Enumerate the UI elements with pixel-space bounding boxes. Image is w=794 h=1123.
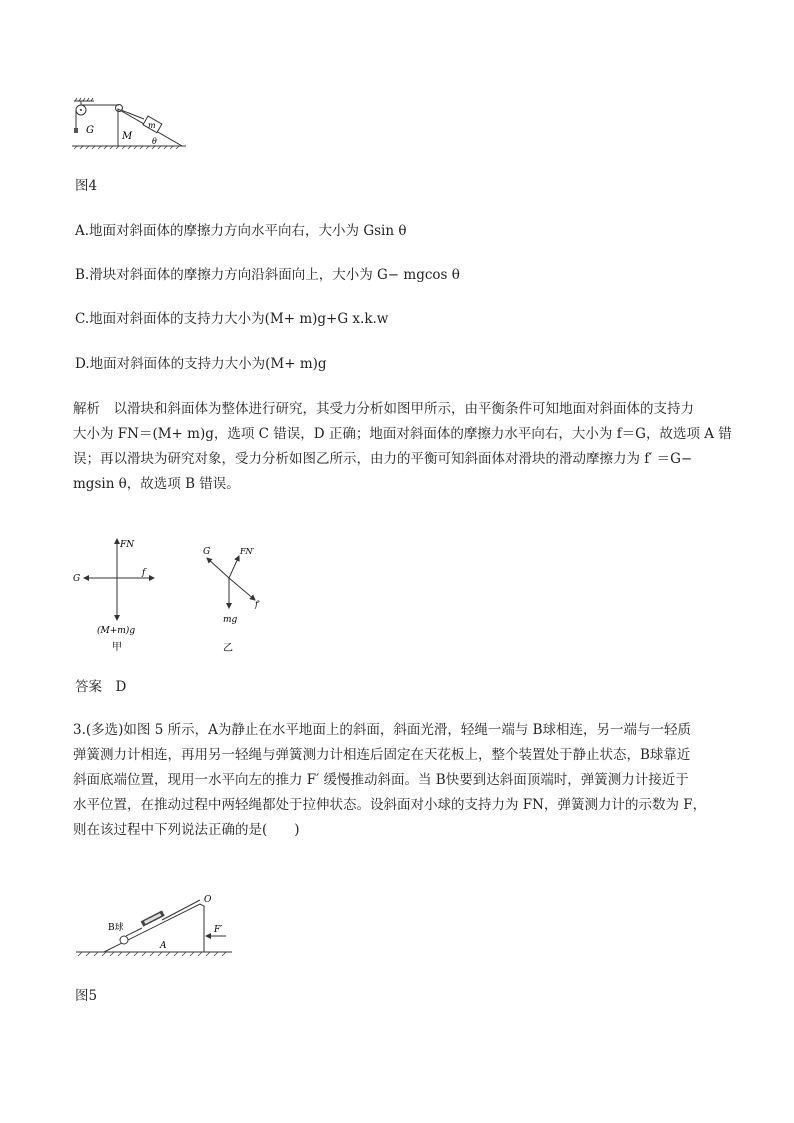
jia-caption: 甲	[112, 642, 122, 653]
question-3-line-5: 则在该过程中下列说法正确的是( )	[73, 822, 300, 838]
yi-caption: 乙	[223, 643, 233, 654]
figure-4-diagram	[72, 96, 187, 154]
fig5-f-label: F′	[214, 925, 223, 935]
yi-mg-label: mg	[223, 615, 238, 625]
jia-weight-label: (M+m)g	[97, 626, 136, 636]
yi-fn-label: FN′	[240, 547, 255, 556]
label-M: M	[122, 131, 133, 142]
option-b: B.滑块对斜面体的摩擦力方向沿斜面向上，大小为 G− mgcos θ	[75, 267, 460, 283]
figure-5-diagram	[74, 892, 234, 962]
label-m: m	[148, 121, 156, 130]
fig5-a-label: A	[160, 941, 167, 951]
question-3-line-4: 水平位置，在推动过程中两轻绳都处于拉伸状态。设斜面对小球的支持力为 FN，弹簧测力计的示数为 F，	[73, 797, 707, 813]
answer: 答案 D	[75, 679, 127, 695]
figure-4-caption: 图4	[75, 178, 98, 194]
force-diagram-yi	[195, 540, 275, 655]
fig5-o-label: O	[204, 895, 212, 905]
jia-f-label: f	[142, 568, 146, 578]
question-3	[73, 718, 713, 843]
yi-g-label: G	[203, 547, 211, 557]
option-a: A.地面对斜面体的摩擦力方向水平向右，大小为 Gsin θ	[75, 223, 407, 239]
question-3-line-3: 斜面底端位置，现用一水平向左的推力 F′ 缓慢推动斜面。当 B快要到达斜面顶端时，弹簧测力计接近于	[73, 772, 689, 788]
label-G: G	[86, 125, 94, 136]
question-3-line-2: 弹簧测力计相连，再用另一轻绳与弹簧测力计相连后固定在天花板上，整个装置处于静止状态，B球靠近	[73, 747, 691, 763]
force-diagram-jia	[70, 535, 160, 653]
fig5-ball-label: B球	[108, 923, 124, 933]
option-c: C.地面对斜面体的支持力大小为(M+ m)g+G x.k.w	[75, 311, 389, 327]
analysis-line-2: 大小为 FN＝(M+ m)g，选项 C 错误，D 正确；地面对斜面体的摩擦力水平向右，大小为 f＝G，故选项 A 错	[73, 426, 732, 442]
analysis-line-4: mgsin θ，故选项 B 错误。	[73, 476, 240, 492]
figure-5-caption: 图5	[75, 988, 98, 1004]
analysis-line-3: 误；再以滑块为研究对象，受力分析如图乙所示，由力的平衡可知斜面体对滑块的滑动摩擦力为 f′ ＝G−	[73, 451, 693, 467]
yi-f-label: f′	[255, 600, 260, 609]
question-3-line-1: 3.(多选)如图 5 所示，A为静止在水平地面上的斜面，斜面光滑，轻绳一端与 B球相连，另一端与一轻质	[73, 722, 692, 738]
label-theta: θ	[152, 137, 157, 146]
option-d: D.地面对斜面体的支持力大小为(M+ m)g	[75, 356, 327, 372]
analysis-line-1: 解析 以滑块和斜面体为整体进行研究，其受力分析如图甲所示，由平衡条件可知地面对斜面体的支持力	[73, 401, 694, 417]
jia-g-label: G	[73, 574, 81, 584]
jia-fn-label: FN	[120, 540, 135, 550]
analysis-paragraph	[73, 397, 732, 497]
